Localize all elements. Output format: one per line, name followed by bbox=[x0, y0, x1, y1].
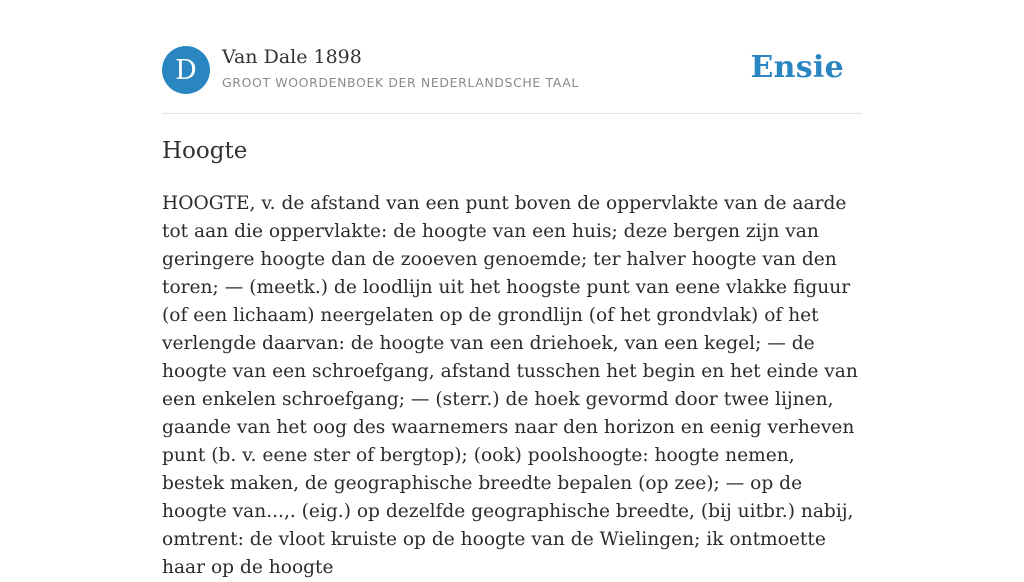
entry-headword: Hoogte bbox=[162, 138, 248, 164]
source-title[interactable]: Van Dale 1898 bbox=[222, 46, 362, 68]
source-subtitle: GROOT WOORDENBOEK DER NEDERLANDSCHE TAAL bbox=[222, 75, 579, 90]
source-header bbox=[162, 46, 862, 96]
header-divider bbox=[162, 113, 862, 114]
source-avatar[interactable]: D bbox=[162, 46, 210, 94]
ensie-logo[interactable]: Ensie bbox=[750, 50, 844, 85]
entry-definition: HOOGTE, v. de afstand van een punt boven de oppervlakte van de aarde tot aan die oppervlakte: de hoogte van een huis; deze bergen zijn van geringere hoogte dan de zooeven genoemde; ter halver hoogte van den toren; — (meetk.) de loodlijn uit het hoogste punt van eene vlakke figuur (of een lichaam) neergelaten op de grondlijn (of het grondvlak) of het verlengde daarvan: de hoogte van een driehoek, van een kegel; — de hoogte van een schroefgang, afstand tusschen het begin en het einde van een enkelen schroefgang; — (sterr.) de hoek gevormd door twee lijnen, gaande van het oog des waarnemers naar den horizon en eenig verheven punt (b. v. eene ster of bergtop); (ook) poolshoogte: hoogte nemen, bestek maken, de geographische breedte bepalen (op zee); — op de hoogte van...,. (eig.) op dezelfde geographische breedte, (bij uitbr.) nabij, omtrent: de vloot kruiste op de hoogte van de Wielingen; ik ontmoette haar op de hoogte bbox=[162, 193, 858, 578]
